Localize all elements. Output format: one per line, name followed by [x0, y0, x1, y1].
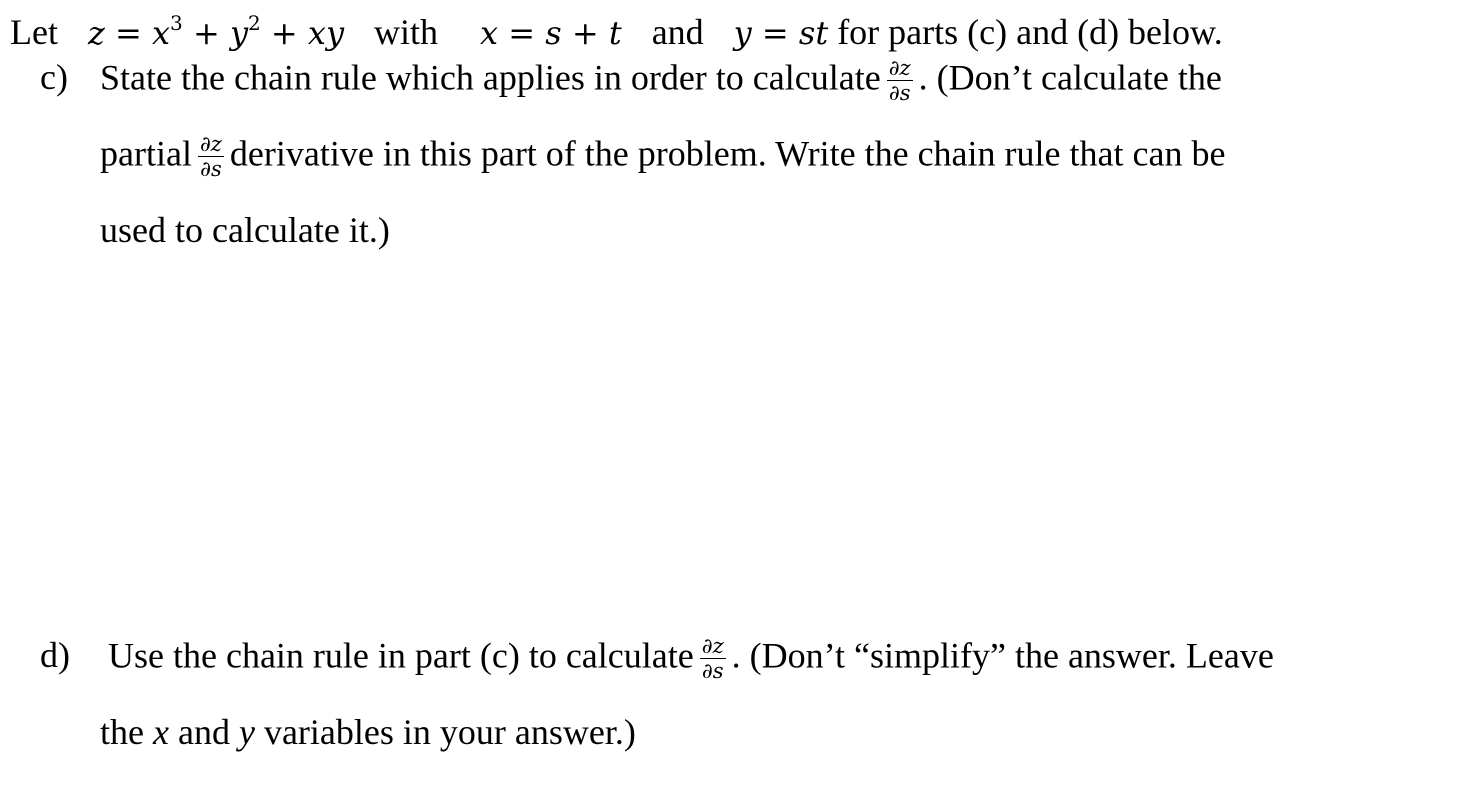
part-c-text-1-after: . (Don’t calculate the — [918, 57, 1222, 98]
part-d-line-1 — [40, 636, 1274, 682]
part-c-label: c) — [40, 57, 68, 98]
x-definition: x = s + t — [480, 14, 622, 52]
z-definition: $z = x^3 + y^2$ + xy — [87, 11, 345, 52]
part-c-text-2-before: partial — [100, 133, 192, 174]
and-word: and — [651, 12, 704, 52]
part-d-x-variable: x — [152, 712, 169, 752]
part-d-y-variable: y — [238, 712, 255, 752]
part-d-the: the — [100, 712, 144, 752]
part-d-and: and — [177, 712, 230, 752]
partial-z-over-partial-s-inline: $\frac{\partial z}{\partial s}$ — [199, 132, 222, 181]
part-c-text-3: used to calculate it.) — [100, 210, 390, 250]
part-c-text-1: State the chain rule which applies in order to calculate — [100, 57, 881, 98]
intro-tail: for parts (c) and (d) below. — [837, 12, 1223, 52]
with-word: with — [374, 12, 439, 52]
part-d-label: d) — [40, 635, 70, 676]
partial-z-over-partial-s-d: $\frac{\partial z}{\partial s}$ — [701, 634, 724, 683]
let-word: Let — [10, 12, 58, 52]
part-d-text-1-after: . (Don’t “simplify” the answer. Leave — [731, 635, 1274, 676]
part-d-text-1: Use the chain rule in part (c) to calculate — [108, 635, 694, 676]
y-definition: y = st — [733, 14, 829, 52]
part-c-line-1 — [40, 58, 1222, 104]
partial-z-over-partial-s: $\frac{\partial z}{\partial s}$ — [888, 56, 911, 105]
problem-intro-line — [10, 11, 1223, 52]
part-c-text-2-after: derivative in this part of the problem. Write the chain rule that can be — [229, 133, 1226, 174]
part-c-line-2 — [100, 134, 1225, 180]
part-d-text-2-after: variables in your answer.) — [263, 712, 636, 752]
part-d-line-2 — [100, 714, 636, 750]
part-c-line-3 — [100, 212, 390, 248]
